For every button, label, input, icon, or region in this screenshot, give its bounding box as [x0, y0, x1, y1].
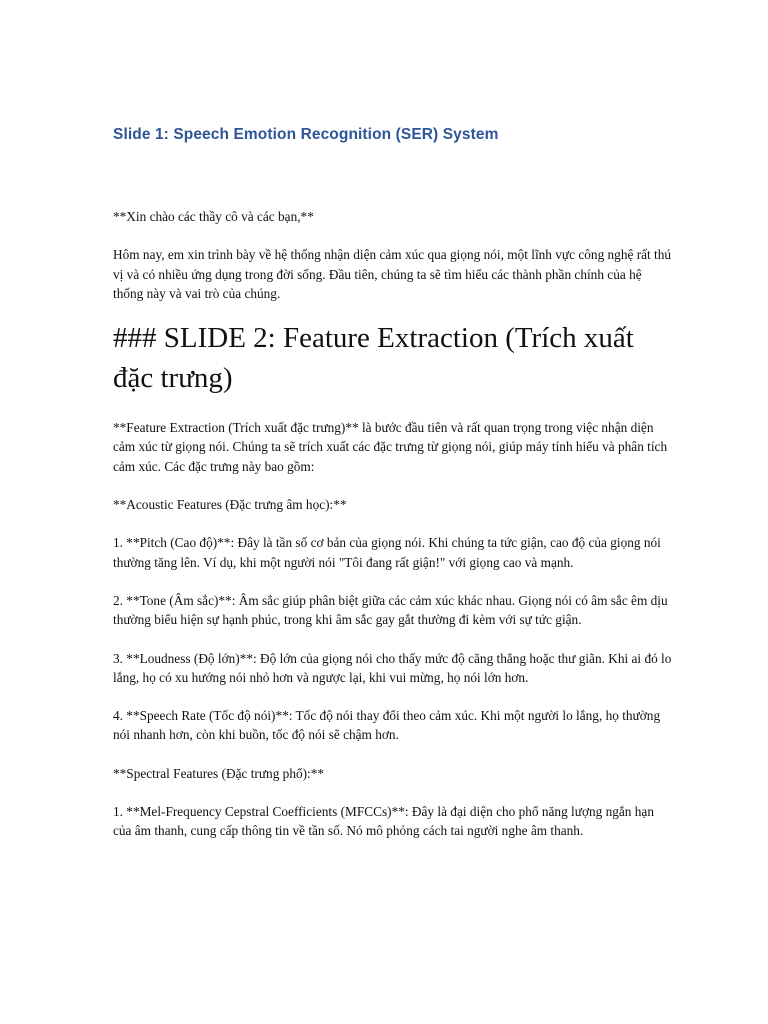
- acoustic-features-heading: **Acoustic Features (Đặc trưng âm học):**: [113, 497, 347, 513]
- document-body: [113, 124, 673, 841]
- spectral-item-mfcc: 1. **Mel-Frequency Cepstral Coefficients (MFCCs)**: Đây là đại diện cho phổ năng lượng ngắn hạn của âm thanh, cung cấp thông tin về tần số. Nó mô phỏng cách tai người nghe âm thanh.: [113, 804, 654, 839]
- acoustic-item-speech-rate: 4. **Speech Rate (Tốc độ nói)**: Tốc độ nói thay đổi theo cảm xúc. Khi một người lo lắng, họ thường nói nhanh hơn, còn khi buồn, tốc độ nói sẽ chậm hơn.: [113, 708, 661, 743]
- spectral-features-heading: **Spectral Features (Đặc trưng phổ):**: [113, 765, 325, 781]
- acoustic-item-loudness: 3. **Loudness (Độ lớn)**: Độ lớn của giọng nói cho thấy mức độ căng thẳng hoặc thư giãn. Khi ai đó lo lắng, họ có xu hướng nói nhỏ hơn và ngược lại, khi vui mừng, họ nói lớn hơn.: [113, 650, 672, 685]
- intro-paragraph: Hôm nay, em xin trình bày về hệ thống nhận diện cảm xúc qua giọng nói, một lĩnh vực công nghệ rất thú vị và có nhiều ứng dụng trong đời sống. Đầu tiên, chúng ta sẽ tìm hiểu các thành phần chính của hệ thống này và vai trò của chúng.: [113, 247, 672, 301]
- acoustic-item-pitch: 1. **Pitch (Cao độ)**: Đây là tần số cơ bản của giọng nói. Khi chúng ta tức giận, cao độ của giọng nói thường tăng lên. Ví dụ, khi một người nói "Tôi đang rất giận!" với giọng cao và mạnh.: [113, 535, 661, 570]
- slide1-title: Slide 1: Speech Emotion Recognition (SER) System: [113, 126, 499, 143]
- feature-intro-paragraph: **Feature Extraction (Trích xuất đặc trưng)** là bước đầu tiên và rất quan trọng trong việc nhận diện cảm xúc từ giọng nói. Chúng ta sẽ trích xuất các đặc trưng từ giọng nói, giúp máy tính hiểu và phân tích cảm xúc. Các đặc trưng này bao gồm:: [113, 420, 668, 474]
- slide2-heading: ### SLIDE 2: Feature Extraction (Trích xuất đặc trưng): [113, 322, 634, 395]
- acoustic-item-tone: 2. **Tone (Âm sắc)**: Âm sắc giúp phân biệt giữa các cảm xúc khác nhau. Giọng nói có âm sắc êm dịu thường biểu hiện sự hạnh phúc, trong khi âm sắc gay gắt thường đi kèm với sự tức giận.: [113, 592, 668, 628]
- greeting-text: **Xin chào các thầy cô và các bạn,**: [113, 209, 314, 224]
